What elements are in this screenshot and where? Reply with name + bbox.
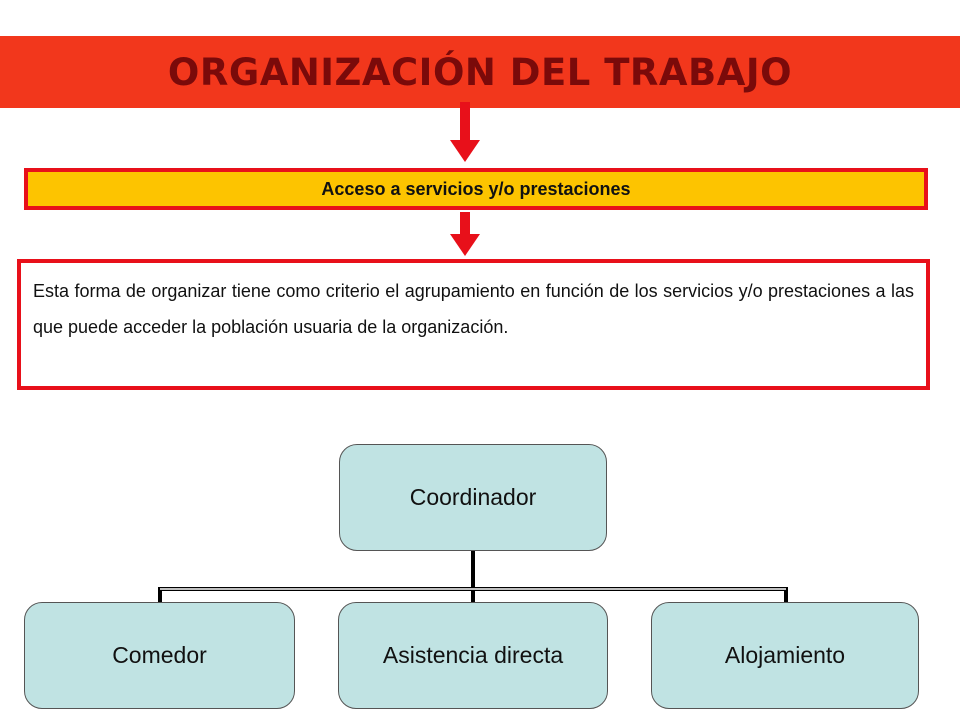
org-node-label: Asistencia directa xyxy=(382,642,564,668)
page-title: ORGANIZACIÓN DEL TRABAJO xyxy=(167,50,793,94)
org-node-alojamiento xyxy=(651,602,919,709)
org-node-coordinador xyxy=(339,444,607,551)
org-node-label: Alojamiento xyxy=(724,642,846,668)
org-node-label: Comedor xyxy=(112,642,207,668)
criteria-label: Acceso a servicios y/o prestaciones xyxy=(321,178,631,199)
org-node-comedor xyxy=(24,602,295,709)
org-node-asistencia-directa xyxy=(338,602,608,709)
description-text: Esta forma de organizar tiene como criterio el agrupamiento en función de los servicios y/o prestaciones a las que puede acceder la población usuaria de la organización. xyxy=(33,281,914,337)
org-node-label: Coordinador xyxy=(409,484,537,510)
